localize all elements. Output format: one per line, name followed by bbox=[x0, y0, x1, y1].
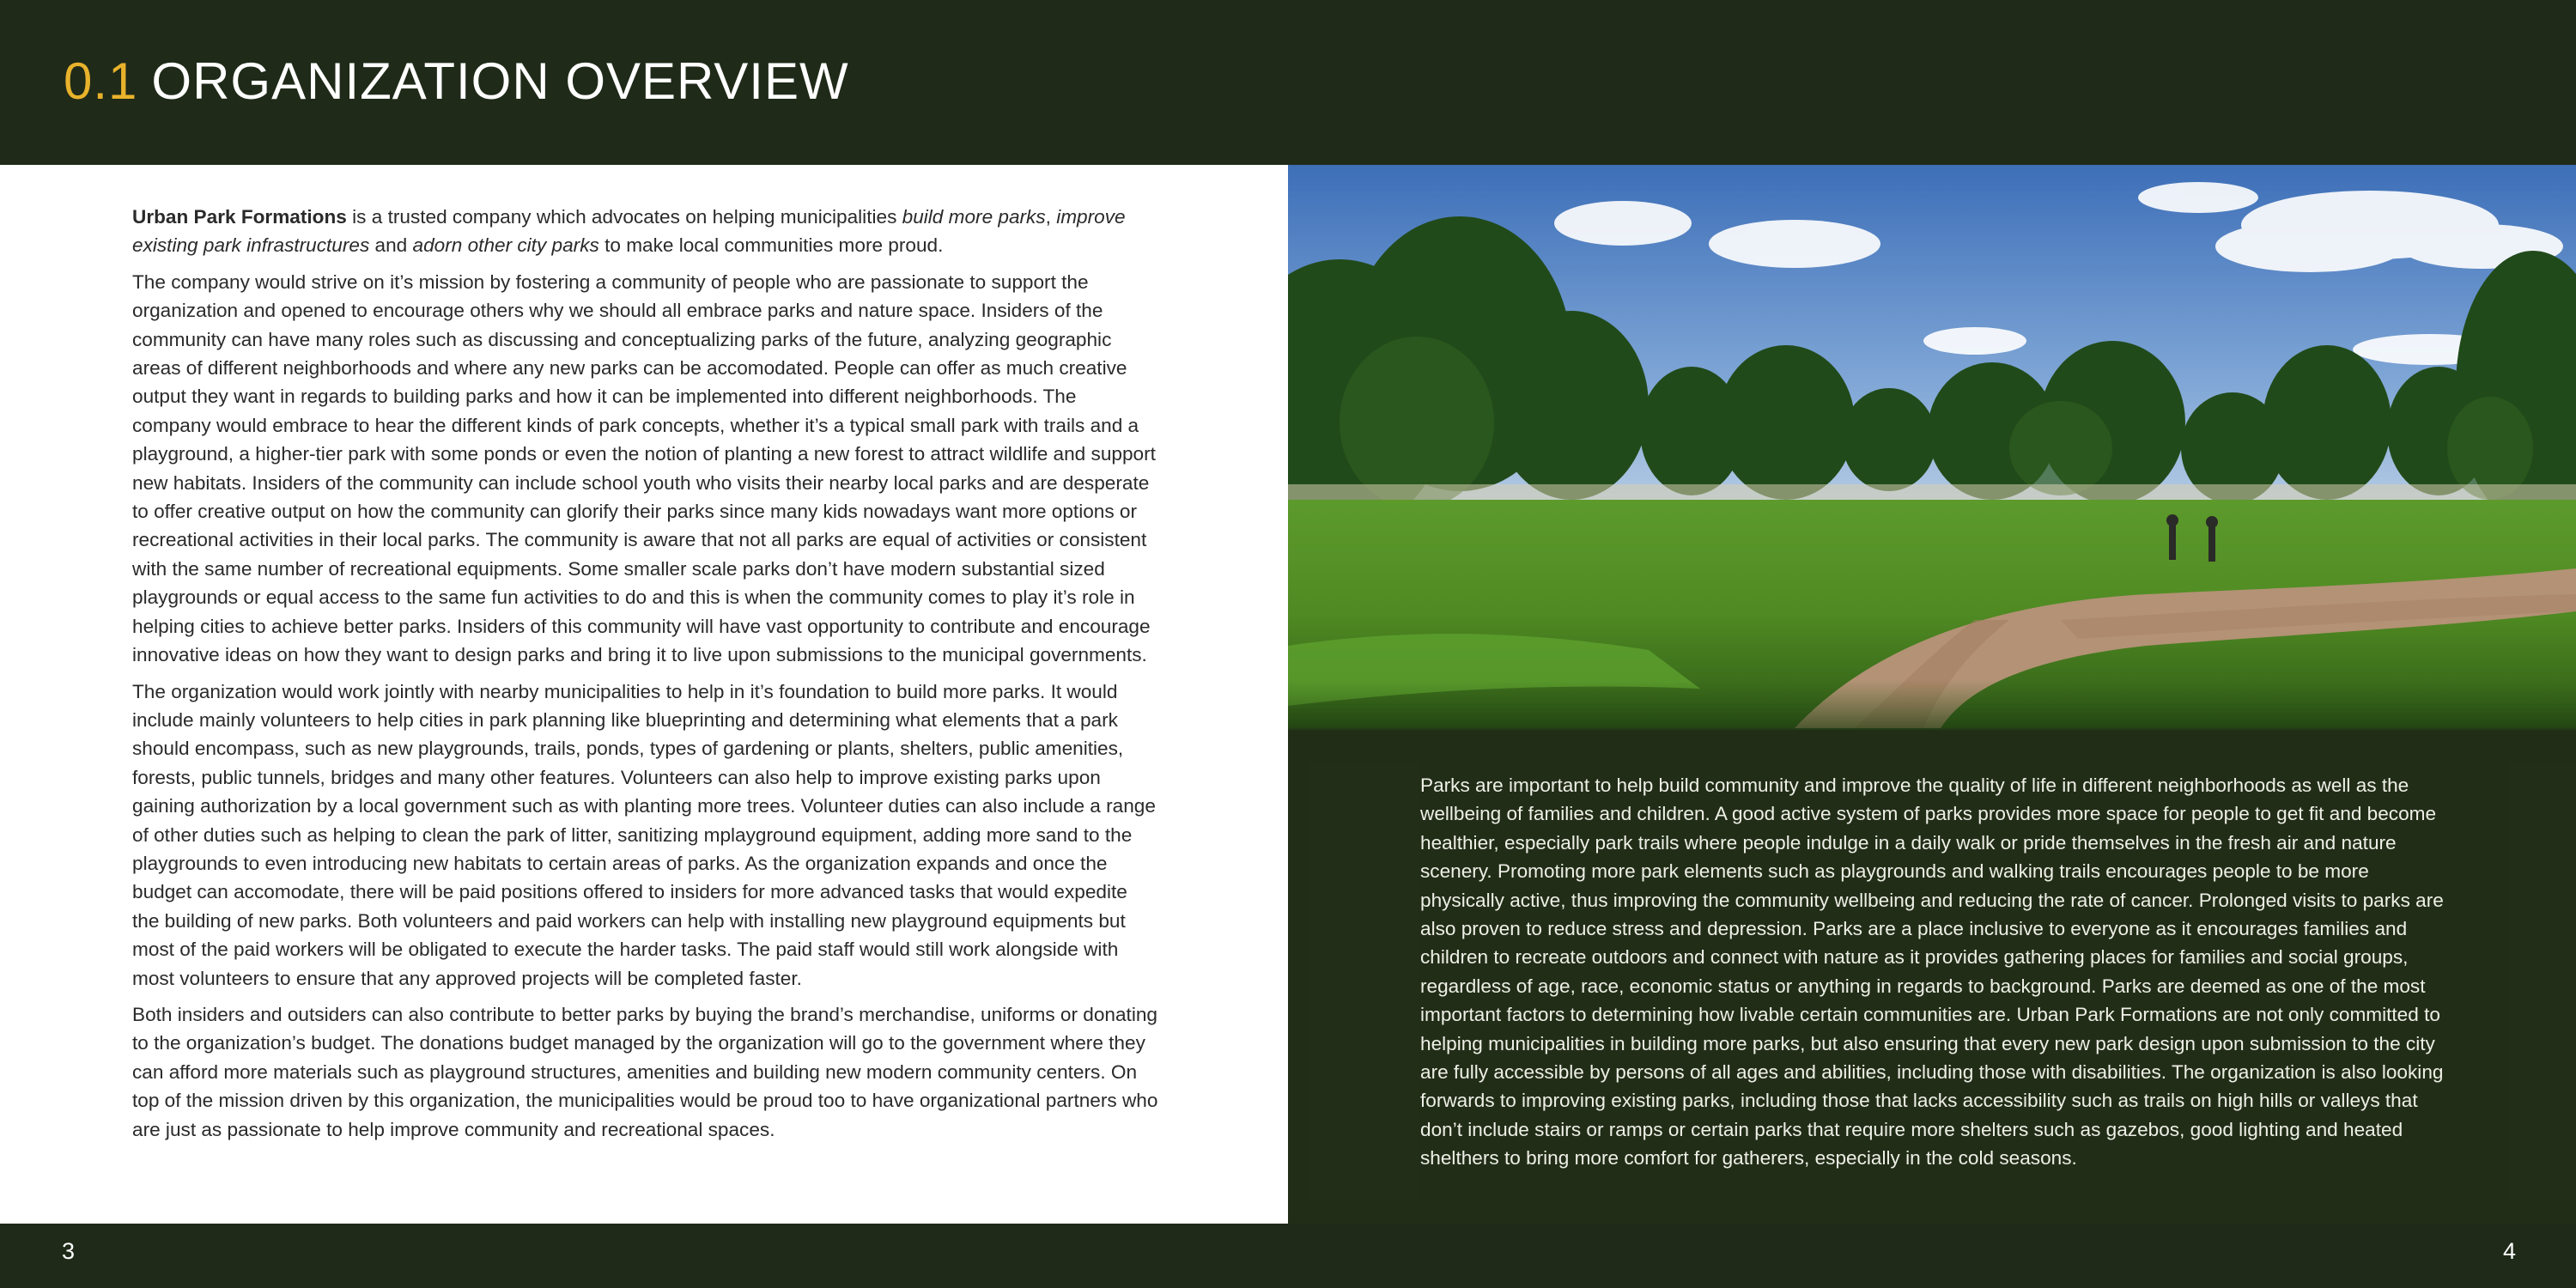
section-number: 0.1 bbox=[64, 52, 138, 110]
body-paragraph-2: The organization would work jointly with nearby municipalities to help in it’s foundation to build more parks. It would include mainly volunteers to help cities in park planning like blueprinting and determining what elements that a park should encompass, such as new playgrounds, trails, ponds, types of gardening or plants, shelters, public amenities, forests, public tunnels, bridges and many other features. Volunteers can also help to improve existing parks upon gaining authorization by a local government such as with planting more trees. Volunteer duties can also include a range of other duties such as helping to clean the park of litter, sanitizing mplayground equipment, adding more sand to the playgrounds to even introducing new habitats to certain areas of parks. As the organization expands and once the budget can accomodate, there will be paid positions offered to insiders for more advanced tasks that would expedite the building of new parks. Both volunteers and paid workers can help with installing new playground equipments but most of the paid workers will be obligated to execute the harder tasks. The paid staff would still work alongside with most volunteers to ensure that any approved projects will be completed faster. bbox=[132, 680, 1156, 989]
intro-text-3: and bbox=[369, 234, 413, 257]
intro-emphasis-2: improve existing park infrastructures bbox=[132, 206, 1126, 257]
header-bar bbox=[0, 0, 2576, 165]
page-number-left: 3 bbox=[62, 1238, 76, 1264]
intro-paragraph bbox=[132, 203, 1159, 260]
intro-text-4: to make local communities more proud. bbox=[598, 234, 944, 257]
left-page-body bbox=[132, 203, 1159, 1151]
page-number-right: 4 bbox=[2502, 1238, 2516, 1264]
intro-emphasis-1: build more parks bbox=[902, 206, 1046, 228]
footer-bar bbox=[0, 1224, 2576, 1288]
body-paragraph-3: Both insiders and outsiders can also contribute to better parks by buying the brand’s merchandise, uniforms or donating to the organization’s budget. The donations budget managed by the organization will go to the government where they can afford more materials such as playground structures, amenities and building new modern community centers. On top of the mission driven by this organization, the municipalities would be proud too to have organizational partners who are just as passionate to help improve community and recreational spaces. bbox=[132, 1003, 1158, 1140]
section-title bbox=[64, 52, 849, 111]
left-page bbox=[0, 165, 1288, 1224]
section-title-text: ORGANIZATION OVERVIEW bbox=[151, 52, 849, 110]
body-paragraph-1: The company would strive on it’s mission by fostering a community of people who are passionate to support the organization and opened to encourage others why we should all embrace parks and nature space. Insiders of the community can have many roles such as discussing and conceptualizing parks of the future, analyzing geographic areas of different neighborhoods and where any new parks can be accomodated. People can offer as much creative output they want in regards to building parks and how it can be implemented into different neighborhoods. The company would embrace to hear the different kinds of park concepts, whether it’s a typical small park with trails and a playground, a higher-tier park with some ponds or even the notion of planting a new forest to attract wildlife and support new habitats. Insiders of the community can include school youth who visits their nearby local parks and are desperate to offer creative output on how the community can glorify their parks since many kids nowadays want more options or recreational activities in their local parks. The community is aware that not all parks are equal of activities or consistent with the same number of recreational equipments. Some smaller scale parks don’t have modern substantial sized playgrounds or equal access to the same fun activities to do and this is when the community comes to play it’s role in helping cities to achieve better parks. Insiders of this community will have vast opportunity to contribute and encourage innovative ideas on how they want to design parks and bring it to live upon submissions to the municipal governments. bbox=[132, 270, 1156, 666]
intro-emphasis-3: adorn other city parks bbox=[412, 234, 599, 257]
intro-text-1: is a trusted company which advocates on helping municipalities bbox=[346, 206, 902, 228]
intro-text-2: , bbox=[1045, 206, 1057, 228]
right-page-paragraph: Parks are important to help build community and improve the quality of life in different neighborhoods as well as the wellbeing of families and children. A good active system of parks provides more space for people to get fit and become healthier, especially park trails where people indulge in a daily walk or pride themselves in the fresh air and nature scenery. Promoting more park elements such as playgrounds and walking trails encourages people to be more physically active, thus improving the community wellbeing and reducing the rate of cancer. Prolonged visits to parks are also proven to reduce stress and depression. Parks are a place inclusive to everyone as it encourages families and children to recreate outdoors and connect with nature as it provides gathering places for families and social groups, regardless of age, race, economic status or anything in regards to background. Parks are deemed as one of the most important factors to determining how livable certain communities are. Urban Park Formations are not only committed to helping municipalities in building more parks, but also ensuring that every new park design upon submission to the city are fully accessible by persons of all ages and abilities, including those with disabilities. The organization is also looking forwards to improving existing parks, including those that lacks accessibility such as trails on high hills or valleys that don’t include stairs or ramps or certain parks that require more shelters such as gazebos, good lighting and heated shelthers to bring more comfort for gatherers, especially in the cold seasons. bbox=[1420, 775, 2444, 1170]
company-name: Urban Park Formations bbox=[132, 206, 347, 228]
